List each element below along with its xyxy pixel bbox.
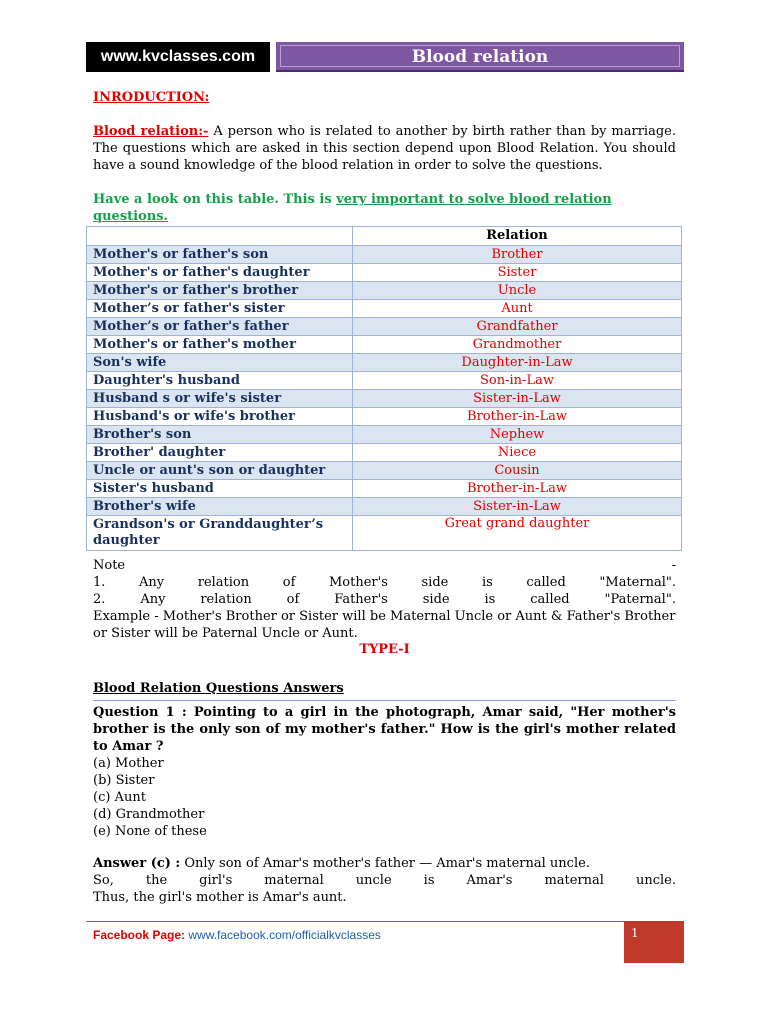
- answer-word: maternal: [264, 873, 324, 888]
- note-line-1: [93, 574, 676, 591]
- note-word: of: [286, 592, 300, 607]
- row-description: Brother's son: [87, 426, 353, 444]
- row-description: Mother's or father's brother: [87, 282, 353, 300]
- row-relation: Great grand daughter: [353, 516, 682, 551]
- page-header: [86, 42, 684, 72]
- note-word: side: [422, 592, 450, 607]
- answer-word: girl's: [199, 873, 233, 888]
- header-title-bar: [276, 42, 684, 72]
- note-word: Father's: [334, 592, 388, 607]
- note-example: Example - Mother's Brother or Sister will be Maternal Uncle or Aunt & Father's Brother or Sister will be Paternal Uncle or Aunt.: [93, 609, 676, 641]
- note-word: "Maternal".: [599, 575, 676, 590]
- answer-label: Answer (c) :: [93, 856, 181, 871]
- definition-paragraph: [93, 123, 676, 174]
- row-description: Husband's or wife's brother: [87, 408, 353, 426]
- note-word: is: [484, 592, 496, 607]
- row-relation: Brother-in-Law: [353, 408, 682, 426]
- table-header-relation: Relation: [353, 227, 682, 246]
- table-row: [87, 426, 682, 444]
- table-row: [87, 480, 682, 498]
- note-word: side: [421, 575, 449, 590]
- note-word: Mother's: [329, 575, 388, 590]
- question-block: [93, 704, 676, 840]
- answer-word: maternal: [544, 873, 604, 888]
- note-word: 2.: [93, 592, 106, 607]
- qa-heading-rule: [93, 700, 676, 701]
- table-header-blank: [87, 227, 353, 246]
- note-word: 1.: [93, 575, 106, 590]
- row-description: Brother's wife: [87, 498, 353, 516]
- row-description: Mother's or father's daughter: [87, 264, 353, 282]
- qa-heading: Blood Relation Questions Answers: [93, 681, 344, 696]
- row-relation: Aunt: [353, 300, 682, 318]
- page-title: Blood relation: [411, 47, 549, 67]
- row-relation: Son-in-Law: [353, 372, 682, 390]
- table-row: [87, 444, 682, 462]
- note-word: relation: [197, 575, 250, 590]
- row-relation: Daughter-in-Law: [353, 354, 682, 372]
- row-description: Uncle or aunt's son or daughter: [87, 462, 353, 480]
- look-note-emphasis: very important to solve blood relation questions.: [93, 192, 612, 224]
- row-relation: Cousin: [353, 462, 682, 480]
- note-heading-line: [93, 557, 676, 574]
- type-label: TYPE-I: [359, 642, 410, 657]
- answer-line-3: Thus, the girl's mother is Amar's aunt.: [93, 890, 347, 905]
- row-relation: Niece: [353, 444, 682, 462]
- note-word: relation: [200, 592, 252, 607]
- row-relation: Nephew: [353, 426, 682, 444]
- row-relation: Brother: [353, 246, 682, 264]
- answer-option: (a) Mother: [93, 756, 164, 771]
- relation-table: [86, 226, 682, 551]
- note-word: called: [526, 575, 566, 590]
- note-word: Any: [139, 575, 165, 590]
- table-row: [87, 246, 682, 264]
- table-header-row: [87, 227, 682, 246]
- table-row: [87, 408, 682, 426]
- table-row: [87, 390, 682, 408]
- note-word: "Paternal".: [604, 592, 676, 607]
- note-word: of: [282, 575, 296, 590]
- answer-line-2: [93, 872, 676, 889]
- definition-label: Blood relation:-: [93, 124, 209, 139]
- answer-word: Amar's: [466, 873, 513, 888]
- definition-text: A person who is related to another by birth rather than by marriage. The questions which are asked in this section depend upon Blood Relation. You should have a sound knowledge of the blood relation in order to solve the questions.: [93, 124, 676, 173]
- table-row: [87, 336, 682, 354]
- answer-block: [93, 855, 676, 906]
- note-word: is: [481, 575, 493, 590]
- table-row: [87, 282, 682, 300]
- table-row: [87, 462, 682, 480]
- answer-word: uncle.: [635, 873, 676, 888]
- row-relation: Sister-in-Law: [353, 498, 682, 516]
- answer-line-1: [93, 855, 676, 872]
- row-description: Grandson's or Granddaughter’s daughter: [87, 516, 353, 551]
- answer-word: is: [423, 873, 435, 888]
- row-description: Brother' daughter: [87, 444, 353, 462]
- row-description: Mother's or father's son: [87, 246, 353, 264]
- row-description: Mother's or father's mother: [87, 336, 353, 354]
- row-relation: Grandmother: [353, 336, 682, 354]
- row-description: Mother’s or father's father: [87, 318, 353, 336]
- table-row: [87, 372, 682, 390]
- answer-option: (e) None of these: [93, 824, 207, 839]
- row-relation: Sister-in-Law: [353, 390, 682, 408]
- answer-option: (b) Sister: [93, 773, 155, 788]
- table-row: [87, 264, 682, 282]
- row-description: Mother’s or father's sister: [87, 300, 353, 318]
- notes-block: [93, 557, 676, 642]
- answer-word: So,: [93, 873, 114, 888]
- answer-option: (c) Aunt: [93, 790, 146, 805]
- header-title-frame: [280, 45, 680, 67]
- note-line-2: [93, 591, 676, 608]
- table-row: [87, 516, 682, 551]
- footer-link[interactable]: www.facebook.com/officialkvclasses: [185, 928, 381, 942]
- note-word: called: [530, 592, 570, 607]
- row-description: Husband s or wife's sister: [87, 390, 353, 408]
- row-description: Daughter's husband: [87, 372, 353, 390]
- table-row: [87, 498, 682, 516]
- footer-label: Facebook Page:: [93, 928, 186, 942]
- row-description: Son's wife: [87, 354, 353, 372]
- note-dash: -: [671, 558, 676, 573]
- row-description: Sister's husband: [87, 480, 353, 498]
- footer-rule: [86, 921, 684, 922]
- answer-text: Only son of Amar's mother's father — Amar's maternal uncle.: [180, 856, 590, 871]
- note-label: Note: [93, 558, 126, 573]
- look-note-prefix: Have a look on this table. This is: [93, 192, 337, 207]
- footer-facebook: [93, 928, 381, 942]
- row-relation: Brother-in-Law: [353, 480, 682, 498]
- table-row: [87, 300, 682, 318]
- look-note: [93, 191, 676, 225]
- row-relation: Uncle: [353, 282, 682, 300]
- site-name: www.kvclasses.com: [86, 42, 270, 72]
- intro-heading: INRODUCTION:: [93, 90, 210, 105]
- note-word: Any: [140, 592, 166, 607]
- row-relation: Sister: [353, 264, 682, 282]
- table-row: [87, 318, 682, 336]
- row-relation: Grandfather: [353, 318, 682, 336]
- table-row: [87, 354, 682, 372]
- answer-option: (d) Grandmother: [93, 807, 205, 822]
- page-number: 1: [624, 921, 684, 963]
- answer-word: uncle: [355, 873, 392, 888]
- question-text: Question 1 : Pointing to a girl in the photograph, Amar said, "Her mother's brother is the only son of my mother's father." How is the girl's mother related to Amar ?: [93, 705, 676, 754]
- answer-word: the: [145, 873, 168, 888]
